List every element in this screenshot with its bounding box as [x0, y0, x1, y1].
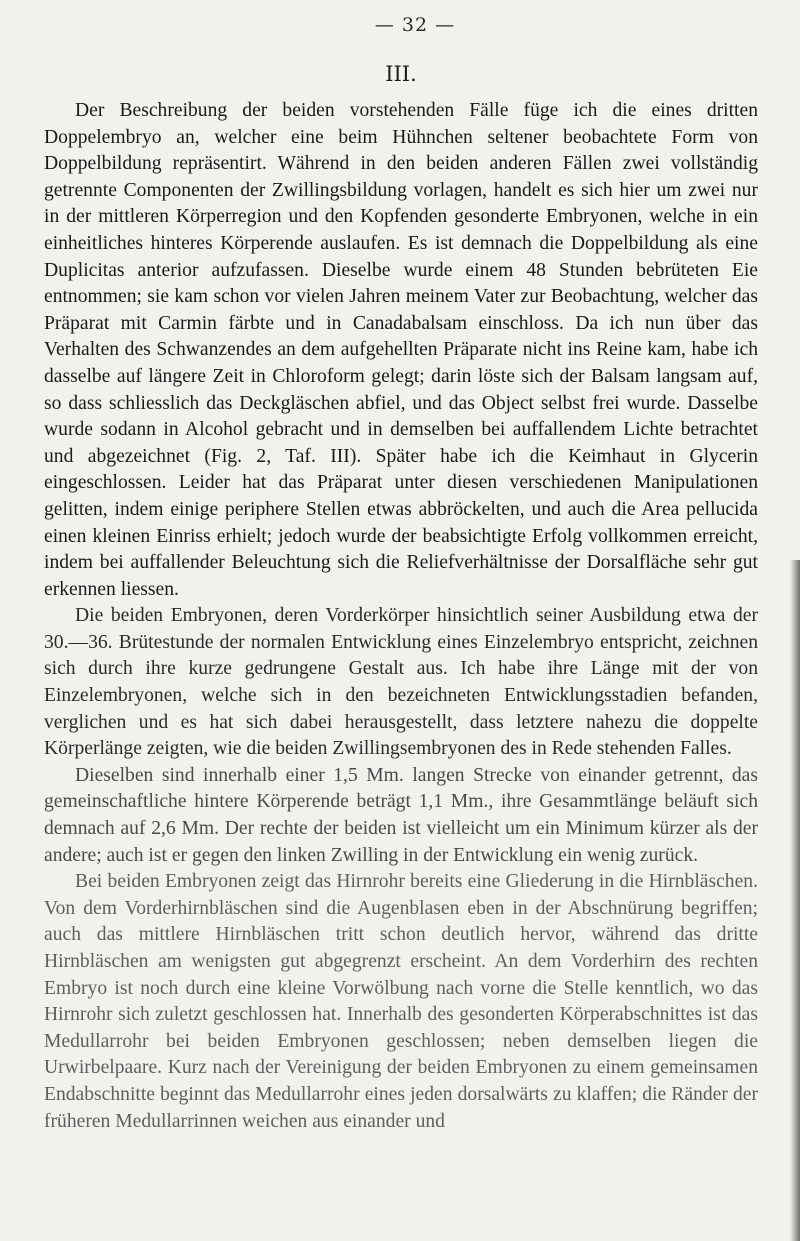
paragraph-3: Dieselben sind innerhalb einer 1,5 Mm. langen Strecke von einander getrennt, das gemeinschaftliche hintere Körperende beträgt 1,1 Mm., ihre Gesammtlänge beläuft sich demnach auf 2,6 Mm. Der rechte der beiden ist vielleicht um ein Minimum kürzer als der andere; auch ist er gegen den linken Zwilling in der Entwicklung ein wenig zurück.: [44, 764, 758, 866]
paragraph-2: Die beiden Embryonen, deren Vorderkörper hinsichtlich seiner Ausbildung etwa der 30.—36. Brütestunde der normalen Entwicklung eines Einzelembryo entspricht, zeichnen sich durch ihre kurze gedrungene Gestalt aus. Ich habe ihre Länge mit der von Einzelembryonen, welche sich in den bezeichneten Entwicklungsstadien befanden, verglichen und es hat sich dabei herausgestellt, dass letztere nahezu die doppelte Körperlänge zeigten, wie die beiden Zwillingsembryonen des in Rede stehenden Falles.: [44, 605, 758, 760]
body-text: [44, 98, 758, 1135]
paragraph-1: Der Beschreibung der beiden vorstehenden Fälle füge ich die eines dritten Doppelembryo an, welcher eine beim Hühnchen seltener beobachtete Form von Doppelbildung repräsentirt. Während in den beiden anderen Fällen zwei vollständig getrennte Componenten der Zwillingsbildung vorlagen, handelt es sich hier um zwei nur in der mittleren Körperregion und den Kopfenden gesonderte Embryonen, welche in ein einheitliches hinteres Körperende auslaufen. Es ist demnach die Doppelbildung als eine Duplicitas anterior aufzufassen. Dieselbe wurde einem 48 Stunden bebrüteten Eie entnommen; sie kam schon vor vielen Jahren meinem Vater zur Beobachtung, welcher das Präparat mit Carmin färbte und in Canadabalsam einschloss. Da ich nun über das Verhalten des Schwanzendes an dem aufgehellten Präparate nicht ins Reine kam, habe ich dasselbe auf längere Zeit in Chloroform gelegt; darin löste sich der Balsam langsam auf, so dass schliesslich das Deckgläschen abfiel, und das Object selbst frei wurde. Dasselbe wurde sodann in Alcohol gebracht und in demselben bei auffallendem Lichte betrachtet und abgezeichnet (Fig. 2, Taf. III). Später habe ich die Keimhaut in Glycerin eingeschlossen. Leider hat das Präparat unter diesen verschiedenen Manipulationen gelitten, indem einige periphere Stellen etwas abbröckelten, und auch die Area pellucida einen kleinen Einriss erhielt; jedoch wurde der beabsichtigte Erfolg vollkommen erreicht, indem bei auffallender Beleuchtung sich die Reliefverhältnisse der Dorsalfläche sehr gut erkennen liessen.: [44, 100, 758, 600]
paragraph-4: Bei beiden Embryonen zeigt das Hirnrohr bereits eine Gliederung in die Hirnbläschen. Von dem Vorderhirnbläschen sind die Augenblasen eben in der Abschnürung begriffen; auch das mittlere Hirnbläschen tritt schon deutlich hervor, während das dritte Hirnbläschen am wenigsten gut abgegrenzt erscheint. An dem Vorderhirn des rechten Embryo ist noch durch eine kleine Vorwölbung nach vorne die Stelle kenntlich, wo das Hirnrohr sich zuletzt geschlossen hat. Innerhalb des gesonderten Körperabschnittes ist das Medullarrohr bei beiden Embryonen geschlossen; neben demselben liegen die Urwirbelpaare. Kurz nach der Vereinigung der beiden Embryonen zu einem gemeinsamen Endabschnitte beginnt das Medullarrohr eines jeden dorsalwärts zu klaffen; die Ränder der früheren Medullarrinnen weichen aus einander und: [44, 871, 758, 1132]
section-heading: III.: [385, 62, 417, 86]
page-edge-shadow: [790, 560, 800, 1241]
page-number: — 32 —: [374, 14, 456, 36]
